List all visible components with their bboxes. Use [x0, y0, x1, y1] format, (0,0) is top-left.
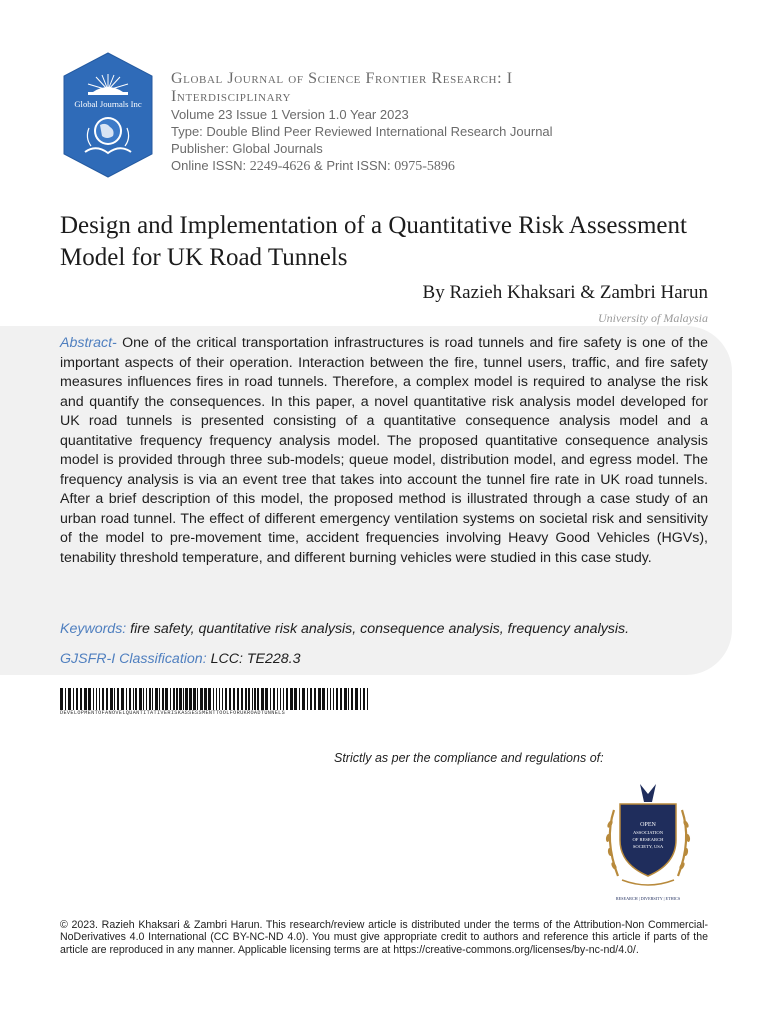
volume-info: Volume 23 Issue 1 Version 1.0 Year 2023: [171, 107, 409, 122]
classification-label: GJSFR-I Classification:: [60, 651, 207, 667]
barcode-bar: [348, 688, 349, 710]
barcode-bar: [60, 688, 63, 710]
barcode-bar: [233, 688, 235, 710]
barcode-bar: [110, 688, 113, 710]
issn-online: 2249-4626: [249, 159, 311, 174]
barcode-bar: [280, 688, 281, 710]
barcode-bar: [277, 688, 278, 710]
barcode-bar: [265, 688, 268, 710]
global-journals-logo: [63, 52, 153, 178]
issn-print: 0975-5896: [394, 159, 455, 174]
barcode-bar: [252, 688, 253, 710]
barcode-bar: [146, 688, 147, 710]
barcode-bar: [222, 688, 223, 710]
barcode-bar: [185, 688, 188, 710]
barcode-bar: [197, 688, 198, 710]
barcode-bar: [363, 688, 365, 710]
barcode-bar: [96, 688, 97, 710]
barcode-bar: [219, 688, 220, 710]
barcode-bar: [179, 688, 182, 710]
barcode-bar: [254, 688, 256, 710]
barcode-bar: [106, 688, 108, 710]
barcode-bar: [237, 688, 239, 710]
barcode-bar: [200, 688, 203, 710]
barcode-bar: [170, 688, 171, 710]
barcode-bar: [117, 688, 119, 710]
compliance-statement: Strictly as per the compliance and regulations of:: [334, 751, 604, 765]
barcode-bar: [241, 688, 243, 710]
journal-type: Type: Double Blind Peer Reviewed International Research Journal: [171, 124, 553, 139]
barcode-bar: [216, 688, 217, 710]
barcode-bar: [126, 688, 127, 710]
barcode-bar: [121, 688, 124, 710]
abstract-text: One of the critical transportation infrastructures is road tunnels and fire safety is one of the important aspects of their operation. Interaction between the fire, tunnel users, traffic, and fire safety measures influences fires in road tunnels. Therefore, a complex model is required to analyse the risk and quantify the consequences. In this paper, a novel quantitative risk analysis model developed for UK road tunnels is presented consisting of a quantitative consequence analysis model and a quantitative frequency frequency analysis model. The proposed quantitative consequence analysis model is provided through three sub-models; queue model, distribution model, and egress model. The frequency analysis is via an event tree that takes into account the tunnel fire rate in UK road tunnels. After a brief description of this model, the proposed method is illustrated through a case study of an urban road tunnel. The effect of different emergency ventilation systems on societal risk and sensitivity of the model to pre-movement time, accident frequencies involving Heavy Good Vehicles (HGVs), tenability threshold temperature, and different burning vehicles were studied in this case study.: [60, 335, 708, 566]
classification: [60, 651, 300, 667]
barcode-bar: [322, 688, 325, 710]
issn-prefix: Online ISSN:: [171, 158, 250, 173]
barcode-bar: [133, 688, 134, 710]
barcode-bar: [65, 688, 66, 710]
barcode-bar: [139, 688, 142, 710]
author-affiliation: University of Malaysia: [598, 311, 708, 325]
journal-name-line2: Interdisciplinary: [171, 88, 292, 105]
barcode-bar: [165, 688, 168, 710]
seal-line2: ASSOCIATION: [632, 830, 664, 835]
barcode-bar: [299, 688, 300, 710]
barcode-bar: [355, 688, 358, 710]
logo-text: Global Journals Inc: [74, 99, 142, 109]
copyright-notice: © 2023. Razieh Khaksari & Zambri Harun. This research/review article is distributed under the terms of the Attribution-Non Commercial-NoDerivatives 4.0 International (CC BY-NC-ND 4.0). You must give appropriate credit to authors and reference this article if parts of the article are reproduced in any manner. Applicable licensing terms are at https://creative-commons.org/licenses/by-nc-nd/4.0/.: [60, 919, 708, 956]
barcode-bar: [294, 688, 297, 710]
barcode-bar: [173, 688, 175, 710]
oars-seal-logo: [600, 780, 696, 906]
seal-motto: RESEARCH | DIVERSITY | ETHICS: [615, 896, 681, 901]
barcode-bar: [257, 688, 259, 710]
barcode-bar: [261, 688, 264, 710]
barcode-bar: [159, 688, 160, 710]
barcode-bar: [307, 688, 308, 710]
issn-line: [171, 157, 731, 175]
barcode-bar: [114, 688, 115, 710]
barcode-bar: [340, 688, 342, 710]
barcode-bar: [143, 688, 144, 710]
barcode-bar: [208, 688, 211, 710]
barcode-bar: [225, 688, 227, 710]
barcode-bar: [286, 688, 288, 710]
barcode-bar: [283, 688, 284, 710]
barcode-bar: [336, 688, 338, 710]
barcode-bar: [273, 688, 275, 710]
barcode-bar: [129, 688, 131, 710]
barcode-bar: [351, 688, 353, 710]
barcode-bar: [68, 688, 71, 710]
barcode-bar: [189, 688, 192, 710]
seal-line4: SOCIETY, USA: [632, 844, 664, 849]
barcode-bar: [193, 688, 196, 710]
barcode-bar: [344, 688, 347, 710]
barcode-bar: [183, 688, 184, 710]
barcode-bar: [310, 688, 312, 710]
barcode-bar: [213, 688, 214, 710]
barcode-bar: [367, 688, 368, 710]
barcode-bar: [360, 688, 361, 710]
barcode-bar: [84, 688, 87, 710]
barcode-bar: [135, 688, 137, 710]
barcode-bar: [155, 688, 158, 710]
barcode-bar: [73, 688, 74, 710]
barcode-bar: [88, 688, 91, 710]
seal-line3: OF RESEARCH: [632, 837, 664, 842]
barcode-bar: [102, 688, 104, 710]
trident-icon: [640, 784, 656, 802]
barcode-bar: [176, 688, 178, 710]
keywords-text: fire safety, quantitative risk analysis, consequence analysis, frequency analysis.: [126, 621, 630, 637]
abstract-label: Abstract-: [60, 335, 117, 351]
barcode-bar: [290, 688, 293, 710]
barcode-bar: [330, 688, 331, 710]
seal-line1: OPEN: [640, 822, 656, 828]
barcode: [60, 688, 370, 710]
paper-authors: By Razieh Khaksari & Zambri Harun: [422, 282, 708, 303]
classification-text: LCC: TE228.3: [206, 651, 301, 667]
barcode-bar: [152, 688, 153, 710]
barcode-bar: [302, 688, 305, 710]
barcode-bar: [204, 688, 207, 710]
barcode-bar: [314, 688, 316, 710]
barcode-bar: [248, 688, 250, 710]
barcode-bar: [162, 688, 164, 710]
issn-mid: & Print ISSN:: [310, 158, 395, 173]
paper-title: Design and Implementation of a Quantitative Risk Assessment Model for UK Road Tunnels: [60, 212, 687, 271]
barcode-bar: [333, 688, 334, 710]
journal-name-line1: Global Journal of Science Frontier Research: I: [171, 70, 513, 87]
barcode-bar: [80, 688, 82, 710]
abstract: [60, 334, 708, 568]
barcode-bar: [229, 688, 231, 710]
barcode-bar: [318, 688, 321, 710]
keywords-label: Keywords:: [60, 621, 127, 637]
barcode-bar: [99, 688, 100, 710]
barcode-text: DEVELOPMENTOFANOVELQUANTITATIVERISKASSESSMENTTOOLFORUKROADTUNNELS: [60, 710, 286, 716]
journal-header: [171, 70, 731, 175]
publisher: Publisher: Global Journals: [171, 141, 323, 156]
barcode-bar: [149, 688, 151, 710]
barcode-bar: [93, 688, 94, 710]
barcode-bar: [327, 688, 328, 710]
barcode-bar: [270, 688, 271, 710]
keywords: [60, 621, 629, 637]
barcode-bar: [76, 688, 78, 710]
barcode-bar: [245, 688, 247, 710]
